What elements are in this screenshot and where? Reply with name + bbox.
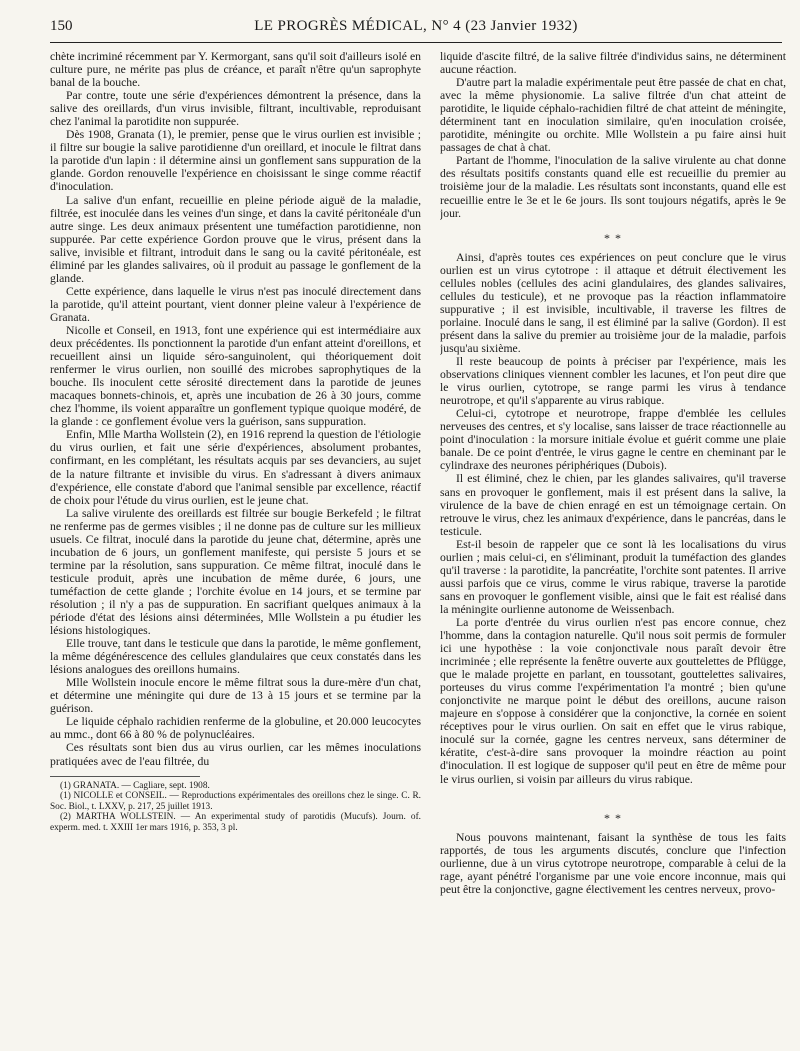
- running-title: LE PROGRÈS MÉDICAL, N° 4 (23 Janvier 1932): [254, 18, 578, 34]
- footnote-rule: [50, 776, 200, 777]
- footnote: (2) MARTHA WOLLSTEIN. — An experimental study of parotidis (Mucufs). Journ. of. experm. med. t. XXIII 1er mars 1916, p. 353, 3 pl.: [50, 812, 421, 833]
- paragraph: Ainsi, d'après toutes ces expériences on peut conclure que le virus ourlien est un virus cytotrope : il attaque et détruit électivement les cellules nobles (cellules des acini glandulaires, des glandes salivaires, cellules du testicule), et ne provoque pas la réaction inflammatoire suppurative ; il est invisible, incultivable, il traverse les filtres de porlaine. Inoculé dans le sang, il est éliminé par la salive (Gordon). Il est présent dans la salive du premier au troisième jour de la maladie, parfois jusqu'au sixième.: [440, 250, 786, 355]
- paragraph: Le liquide céphalo rachidien renferme de la globuline, et 20.000 leucocytes au mmc., dont 66 à 80 % de polynucléaires.: [50, 715, 421, 742]
- paragraph: La salive virulente des oreillards est filtrée sur bougie Berkefeld ; le filtrat ne renferme pas de germes visibles ; il ne donne pas de culture sur les millieux usuels. Ce filtrat, inoculé dans la parotide du jeune chat, détermine, après une incubation de 6 jours, un gonflement manifeste, qui persiste 5 jours et se termine par la résolution, sans suppuration. Ce même filtrat, inoculé dans le testicule produit, après une incubation de même durée, 6 jours, une tuméfaction de cette glande ; l'orchite évolue en 14 jours, et se termine par résolution ; il n'y a pas de suppuration. En sacrifiant quelques animaux à la période d'état des lésions ainsi déterminées, Mlle Wollstein a pu étudier les lésions histologiques.: [50, 506, 421, 638]
- footnote: (1) GRANATA. — Cagliare, sept. 1908.: [60, 780, 210, 791]
- paragraph: La salive d'un enfant, recueillie en pleine période aiguë de la maladie, filtrée, est inoculée dans les veines d'un singe, et dans la cavité péritonéale d'un autre singe. Les deux animaux présentent une tuméfaction parotidienne, non suppurée. Par cette expérience Gordon prouve que le virus, présent dans la salive, invisible et filtrant, introduit dans le sang ou la cavité péritonéale, est éliminé par les glandes salivaires, où il produit au passage le gonflement de la glande.: [50, 193, 421, 285]
- paragraph: Partant de l'homme, l'inoculation de la salive virulente au chat donne des résultats positifs constants quand elle est recueillie du premier au troisième jour de la maladie. Les résultats sont inconstants, quand elle est recueillie entre le 3e et le 6e jours. Ils sont toujours négatifs, après le 9e jour.: [440, 154, 786, 220]
- right-column: [440, 50, 786, 1030]
- paragraph: Par contre, toute une série d'expériences démontrent la présence, dans la salive des oreillards, d'un virus invisible, filtrant, incultivable, reproduisant chez l'animal la parotidite non suppurée.: [50, 89, 421, 129]
- paragraph: Est-il besoin de rappeler que ce sont là les localisations du virus ourlien ; mais celui-ci, en s'éliminant, produit la tuméfaction des glandes qu'il traverse : la parotidite, la pancréatite, l'orchite sont patentes. Il arrive aussi parfois que ce virus, comme le virus rabique, traverse la parotide sans en provoquer le gonflement visible, ainsi que le fait est réalisé dans la méningite ourlienne autonome de Weissenbach.: [440, 537, 786, 616]
- paragraph: Enfin, Mlle Martha Wollstein (2), en 1916 reprend la question de l'étiologie du virus ourlien, et fait une série d'expériences, absolument probantes, confirmant, en les complétant, les résultats acquis par ses devanciers, au sujet de la nature filtrante et invisible du virus. En s'adressant à divers animaux d'expérience, elle constate d'abord que l'animal sensible par excellence, réactif de choix pour l'étude du virus ourlien, est le jeune chat.: [50, 428, 421, 507]
- paragraph: Elle trouve, tant dans le testicule que dans la parotide, le même gonflement, la même dégénérescence des cellules glandulaires que ceux constatés dans les lésions analogues des oreillons humains.: [50, 637, 421, 677]
- paragraph: Mlle Wollstein inocule encore le même filtrat sous la dure-mère d'un chat, et détermine une méningite qui dure de 13 à 15 jours et se termine par la guérison.: [50, 676, 421, 716]
- paragraph: La porte d'entrée du virus ourlien n'est pas encore connue, chez l'homme, dans la contagion naturelle. Qu'il nous soit permis de formuler ici une hypothèse : la voie conjonctivale nous paraît devoir être incriminée ; elle représente la fenêtre ouverte aux gouttelettes de Pflügge, que le malade projette en parlant, en toussotant, gouttelettes salivaires, porteuses du virus comme l'expérimentation l'a montré ; bien qu'une conjonctivite ne marque point le début des oreillons, aucune raison majeure en s'oppose à considérer que la conjonctive, la cornée en soient réceptives pour le virus ourlien. On sait en effet que le virus rabique, inoculé sur la cornée, gagne les centres nerveux, sans déterminer de kératite, c'est-à-dire sans provoquer la moindre réaction au point d'inoculation. Il est logique de supposer qu'il peut en être de même pour le virus ourlien, si voisin par ailleurs du virus rabique.: [440, 615, 786, 786]
- section-separator: * *: [604, 230, 622, 245]
- paragraph: Cette expérience, dans laquelle le virus n'est pas inoculé directement dans la parotide, qu'il atteint pourtant, vient donner pleine valeur à l'expérience de Granata.: [50, 284, 421, 324]
- footnote: (1) NICOLLE et CONSEIL. — Reproductions expérimentales des oreillons chez le singe. C. R. Soc. Biol., t. LXXV, p. 217, 25 juillet 1913.: [50, 791, 421, 812]
- paragraph: Celui-ci, cytotrope et neurotrope, frappe d'emblée les cellules nerveuses des centres, et s'y localise, sans laisser de trace réactionnelle au point d'inoculation : la morsure initiale évolue et guérit comme une plaie banale. De ce point d'entrée, le virus gagne le centre en cheminant par le cylindraxe des neurones périphériques (Dubois).: [440, 407, 786, 473]
- paragraph: Il reste beaucoup de points à préciser par l'expérience, mais les observations cliniques viennent combler les lacunes, et l'on peut dire que le virus ourlien, cytotrope, se range parmi les virus à tendance neurotrope, et qu'il s'apparente au virus rabique.: [440, 355, 786, 408]
- paragraph: Dès 1908, Granata (1), le premier, pense que le virus ourlien est invisible ; il filtre sur bougie la salive parotidienne d'un oreillard, et inocule le filtrat dans la parotide d'un lapin : il détermine ainsi un gonflement sans suppuration de la glande. Gordon renouvelle l'expérience en choisissant le singe comme réactif d'inoculation.: [50, 128, 421, 194]
- paragraph: Il est éliminé, chez le chien, par les glandes salivaires, qu'il traverse sans en provoquer le gonflement, mais il est présent dans la salive, la virulence de la bave de chien enragé en est un témoignage certain. On retrouve le virus, chez les animaux d'expérience, dans le pancréas, dans le testicule.: [440, 472, 786, 538]
- left-column: [50, 50, 421, 1030]
- running-header: [50, 16, 782, 38]
- footnotes: [50, 781, 421, 834]
- paragraph: Nous pouvons maintenant, faisant la synthèse de tous les faits rapportés, de tous les arguments discutés, conclure que l'infection ourlienne, due à un virus cytotrope neurotrope, comparable à celui de la rage, ayant pénétré l'organisme par une voie encore inconnue, mais qui peut être la conjonctive, gagne électivement les centres nerveux, provo-: [440, 830, 786, 896]
- header-rule: [50, 42, 782, 43]
- paragraph: liquide d'ascite filtré, de la salive filtrée d'individus sains, ne déterminent aucune réaction.: [440, 50, 786, 77]
- paragraph: Nicolle et Conseil, en 1913, font une expérience qui est intermédiaire aux deux précédentes. Ils ponctionnent la parotide d'un enfant atteint d'oreillons, et recueillent ainsi un liquide séro-sanguinolent, qui théoriquement doit renfermer le virus ourlien, non souillé des microbes saprophytiques de la bouche. Ils inoculent cette sérosité directement dans la parotide de jeunes macaques bonnets-chinois, et, après une incubation de 26 à 30 jours, comme chez l'homme, ils voient apparaître un gonflement typique quoique modéré, de la glande : ce gonflement évolue vers la guérison, sans suppuration.: [50, 323, 421, 429]
- section-separator: * *: [604, 810, 622, 825]
- paragraph: D'autre part la maladie expérimentale peut être passée de chat en chat, avec la même physionomie. La salive filtrée d'un chat atteint de parotidite, le liquide céphalo-rachidien filtré de chat atteint de méningite, déterminent tant en inoculation similaire, qu'en inoculation croisée, parotidite, méningite ou orchite. Mlle Wollstein a pu faire ainsi huit passages de chat à chat.: [440, 76, 786, 155]
- page-number: 150: [50, 18, 73, 34]
- paragraph: Ces résultats sont bien dus au virus ourlien, car les mêmes inoculations pratiquées avec de l'eau filtrée, du: [50, 741, 421, 768]
- spacer: [440, 786, 786, 800]
- paragraph: chète incriminé récemment par Y. Kermorgant, sans qu'il soit d'ailleurs isolé en culture pure, ne mérite pas plus de créance, et paraît n'être qu'un saprophyte banal de la bouche.: [50, 50, 421, 90]
